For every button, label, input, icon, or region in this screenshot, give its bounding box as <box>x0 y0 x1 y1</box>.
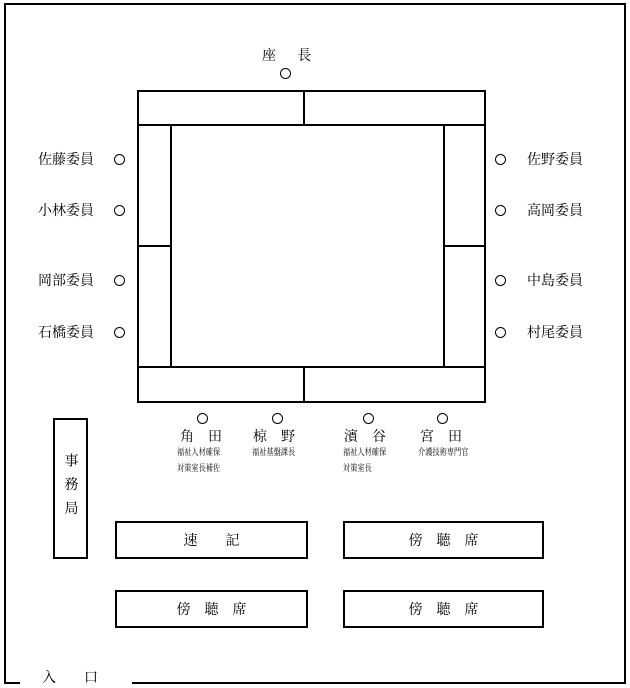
member-right-2-seat <box>495 205 506 216</box>
member-left-4-seat <box>114 327 125 338</box>
staff-3-title-line2: 対策室長 <box>343 464 372 474</box>
chair-label: 座 長 <box>262 48 320 64</box>
entrance-label: 入 口 <box>42 670 98 686</box>
gallery-top-label: 傍 聴 席 <box>408 533 479 549</box>
gallery-bottom-left-box <box>115 590 308 628</box>
member-left-2-label: 小林委員 <box>38 203 94 219</box>
staff-4-title-line1: 介護技術専門官 <box>418 448 469 458</box>
staff-1-title-line2: 対策室長補佐 <box>177 464 221 474</box>
table-bottom-left <box>137 366 305 403</box>
member-left-3-seat <box>114 275 125 286</box>
gallery-bottom-left-label: 傍 聴 席 <box>176 602 247 618</box>
secretariat-box <box>53 418 88 559</box>
table-right-upper <box>443 124 486 247</box>
staff-1-seat <box>197 413 208 424</box>
table-top-left <box>137 90 305 126</box>
member-right-1-label: 佐野委員 <box>527 152 583 168</box>
gallery-bottom-right-label: 傍 聴 席 <box>408 602 479 618</box>
staff-4-name: 宮 田 <box>420 429 462 445</box>
member-right-4-label: 村尾委員 <box>527 325 583 341</box>
stenography-box <box>115 521 308 559</box>
table-left-lower <box>137 245 172 368</box>
member-left-3-label: 岡部委員 <box>38 273 94 289</box>
staff-2-name: 椋 野 <box>253 429 295 445</box>
member-left-1-label: 佐藤委員 <box>38 152 94 168</box>
member-right-4-seat <box>495 327 506 338</box>
staff-2-title-line1: 福祉基盤課長 <box>252 448 296 458</box>
member-right-3-seat <box>495 275 506 286</box>
member-right-2-label: 高岡委員 <box>527 203 583 219</box>
staff-3-name: 濱 谷 <box>344 429 386 445</box>
gallery-bottom-right-box <box>343 590 544 628</box>
gallery-top-box <box>343 521 544 559</box>
staff-2-seat <box>272 413 283 424</box>
staff-3-title-line1: 福祉人材確保 <box>343 448 387 458</box>
member-left-2-seat <box>114 205 125 216</box>
table-bottom-right <box>303 366 486 403</box>
table-left-upper <box>137 124 172 247</box>
chair-seat <box>280 68 291 79</box>
table-top-right <box>303 90 486 126</box>
staff-3-seat <box>363 413 374 424</box>
staff-1-name: 角 田 <box>180 429 222 445</box>
staff-1-title-line1: 福祉人材確保 <box>177 448 221 458</box>
member-left-1-seat <box>114 154 125 165</box>
secretariat-label: 事務局 <box>62 452 79 525</box>
table-right-lower <box>443 245 486 368</box>
member-left-4-label: 石橋委員 <box>38 325 94 341</box>
stenography-label: 速 記 <box>183 533 240 549</box>
member-right-3-label: 中島委員 <box>527 273 583 289</box>
staff-4-seat <box>437 413 448 424</box>
member-right-1-seat <box>495 154 506 165</box>
